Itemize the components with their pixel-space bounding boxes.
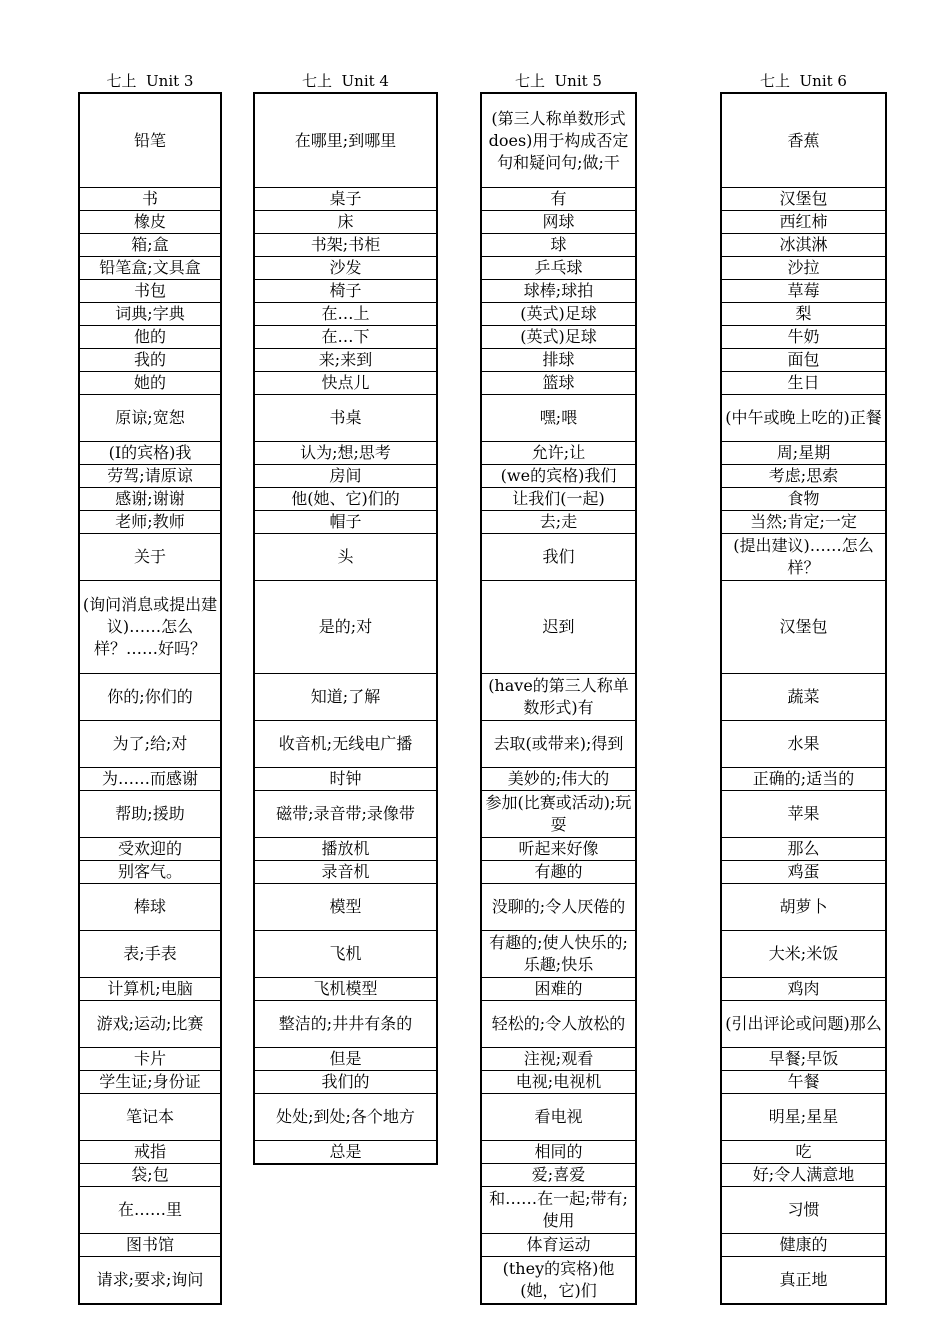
vocab-cell: 爱;喜爱 (482, 1163, 635, 1186)
vocab-cell: 在……里 (80, 1186, 220, 1233)
vocab-cell: (中午或晚上吃的)正餐 (722, 394, 885, 441)
vocab-cell: 让我们(一起) (482, 487, 635, 510)
vocab-cell: 铅笔盒;文具盒 (80, 256, 220, 279)
vocab-cell: 知道;了解 (255, 673, 436, 720)
column-title: 七上 Unit 5 (515, 72, 602, 90)
vocab-cell: 你的;你们的 (80, 673, 220, 720)
vocab-cell: 头 (255, 533, 436, 580)
vocab-cell: 汉堡包 (722, 580, 885, 673)
vocab-cell: 当然;肯定;一定 (722, 510, 885, 533)
vocab-cell: 受欢迎的 (80, 837, 220, 860)
vocab-cell: 她的 (80, 371, 220, 394)
vocab-cell: 草莓 (722, 279, 885, 302)
vocab-cell: 困难的 (482, 977, 635, 1000)
vocab-cell: 原谅;宽恕 (80, 394, 220, 441)
vocab-cell: 有 (482, 187, 635, 210)
vocab-cell: 帮助;援助 (80, 790, 220, 837)
vocab-cell: 播放机 (255, 837, 436, 860)
vocab-cell: 沙拉 (722, 256, 885, 279)
vocab-cell: 电视;电视机 (482, 1070, 635, 1093)
vocab-cell: 帽子 (255, 510, 436, 533)
vocab-cell: 时钟 (255, 767, 436, 790)
vocab-cell: 习惯 (722, 1186, 885, 1233)
vocab-cell: 他(她、它)们的 (255, 487, 436, 510)
vocab-cell: 铅笔 (133, 130, 166, 150)
vocab-cell: 为了;给;对 (80, 720, 220, 767)
vocab-cell: 我们 (482, 533, 635, 580)
unit6-column (720, 70, 887, 1305)
vocab-cell: 表;手表 (80, 930, 220, 977)
vocab-cell: 好;令人满意地 (722, 1163, 885, 1186)
vocab-cell: 生日 (722, 371, 885, 394)
vocab-cell: 和……在一起;带有;使用 (482, 1186, 635, 1233)
vocab-cell: 桌子 (255, 187, 436, 210)
vocab-cell: 大米;米饭 (722, 930, 885, 977)
vocab-cell: 真正地 (722, 1256, 885, 1303)
vocab-cell: 去;走 (482, 510, 635, 533)
vocab-cell: 房间 (255, 464, 436, 487)
vocab-cell: 没聊的;令人厌倦的 (482, 883, 635, 930)
vocab-cell: 我的 (80, 348, 220, 371)
vocab-cell: 棒球 (80, 883, 220, 930)
vocab-cell: 参加(比赛或活动);玩耍 (482, 790, 635, 837)
vocab-cell: (we的宾格)我们 (482, 464, 635, 487)
vocab-cell: 关于 (80, 533, 220, 580)
vocab-cell: (have的第三人称单数形式)有 (482, 673, 635, 720)
vocab-cell: 认为;想;思考 (255, 441, 436, 464)
vocab-cell: 球棒;球拍 (482, 279, 635, 302)
vocab-cell: 磁带;录音带;录像带 (255, 790, 436, 837)
vocab-list (720, 92, 887, 1305)
vocab-cell: 篮球 (482, 371, 635, 394)
column-title: 七上 Unit 3 (106, 72, 194, 90)
vocab-cell: 请求;要求;询问 (80, 1256, 220, 1303)
vocab-cell: (第三人称单数形式does)用于构成否定句和疑问句;做;干 (488, 108, 629, 172)
vocab-cell: 水果 (722, 720, 885, 767)
vocab-cell: 鸡肉 (722, 977, 885, 1000)
vocab-cell: 计算机;电脑 (80, 977, 220, 1000)
vocab-cell: 球 (482, 233, 635, 256)
vocab-cell: 早餐;早饭 (722, 1047, 885, 1070)
vocab-cell: 来;来到 (255, 348, 436, 371)
vocab-cell: 袋;包 (80, 1163, 220, 1186)
vocab-cell: 是的;对 (255, 580, 436, 673)
vocab-cell: 快点儿 (255, 371, 436, 394)
vocab-list (253, 92, 438, 1165)
vocab-cell: 书 (80, 187, 220, 210)
vocab-cell: 考虑;思索 (722, 464, 885, 487)
vocab-cell: (提出建议)……怎么样？ (722, 533, 885, 580)
vocab-cell: 面包 (722, 348, 885, 371)
vocab-cell: 老师;教师 (80, 510, 220, 533)
vocab-cell: 卡片 (80, 1047, 220, 1070)
vocab-cell: 美妙的;伟大的 (482, 767, 635, 790)
vocab-cell: 橡皮 (80, 210, 220, 233)
vocab-cell: (引出评论或问题)那么 (722, 1000, 885, 1047)
vocab-cell: (英式)足球 (482, 325, 635, 348)
vocab-cell: 嘿;喂 (482, 394, 635, 441)
vocab-cell: 西红柿 (722, 210, 885, 233)
vocab-cell: 为……而感谢 (80, 767, 220, 790)
vocab-cell: 床 (255, 210, 436, 233)
vocab-cell: 看电视 (482, 1093, 635, 1140)
unit4-column (253, 70, 438, 1165)
vocab-cell: 鸡蛋 (722, 860, 885, 883)
vocab-list (78, 92, 222, 1305)
vocab-cell: (英式)足球 (482, 302, 635, 325)
vocab-cell: 周;星期 (722, 441, 885, 464)
vocab-cell: 他的 (80, 325, 220, 348)
vocab-cell: 牛奶 (722, 325, 885, 348)
vocab-cell: 在哪里;到哪里 (294, 130, 397, 150)
vocab-cell: 飞机模型 (255, 977, 436, 1000)
vocab-list (480, 92, 637, 1305)
vocab-cell: 冰淇淋 (722, 233, 885, 256)
column-title: 七上 Unit 4 (302, 72, 389, 90)
vocab-cell: (I的宾格)我 (80, 441, 220, 464)
vocab-cell: 处处;到处;各个地方 (255, 1093, 436, 1140)
vocab-cell: 食物 (722, 487, 885, 510)
vocab-cell: 笔记本 (80, 1093, 220, 1140)
vocab-cell: 学生证;身份证 (80, 1070, 220, 1093)
vocab-cell: 听起来好像 (482, 837, 635, 860)
vocab-cell: 网球 (482, 210, 635, 233)
vocab-cell: 录音机 (255, 860, 436, 883)
vocab-cell: 明星;星星 (722, 1093, 885, 1140)
vocab-cell: 那么 (722, 837, 885, 860)
vocab-cell: 收音机;无线电广播 (255, 720, 436, 767)
vocab-cell: 汉堡包 (722, 187, 885, 210)
vocab-cell: 整洁的;井井有条的 (255, 1000, 436, 1047)
vocab-cell: 有趣的 (482, 860, 635, 883)
vocab-cell: 排球 (482, 348, 635, 371)
vocab-cell: 去取(或带来);得到 (482, 720, 635, 767)
vocab-cell: 蔬菜 (722, 673, 885, 720)
unit5-column (480, 70, 637, 1305)
vocab-cell: 乒乓球 (482, 256, 635, 279)
vocab-cell: 图书馆 (80, 1233, 220, 1256)
vocab-cell: 午餐 (722, 1070, 885, 1093)
vocab-cell: 箱;盒 (80, 233, 220, 256)
vocab-cell: 别客气。 (80, 860, 220, 883)
vocab-cell: 相同的 (482, 1140, 635, 1163)
vocab-cell: 苹果 (722, 790, 885, 837)
vocab-cell: 在…上 (255, 302, 436, 325)
vocab-cell: 书架;书柜 (255, 233, 436, 256)
vocab-cell: 迟到 (482, 580, 635, 673)
vocab-cell: 沙发 (255, 256, 436, 279)
vocab-cell: 我们的 (255, 1070, 436, 1093)
vocab-cell: 香蕉 (787, 130, 820, 150)
vocab-cell: 体育运动 (482, 1233, 635, 1256)
vocab-cell: 胡萝卜 (722, 883, 885, 930)
vocab-cell: 总是 (255, 1140, 436, 1163)
column-title: 七上 Unit 6 (760, 72, 847, 90)
vocab-cell: 轻松的;令人放松的 (482, 1000, 635, 1047)
vocab-cell: 词典;字典 (80, 302, 220, 325)
vocab-cell: 吃 (722, 1140, 885, 1163)
vocab-cell: 注视;观看 (482, 1047, 635, 1070)
vocab-cell: 戒指 (80, 1140, 220, 1163)
unit3-column (78, 70, 222, 1305)
vocab-cell: 允许;让 (482, 441, 635, 464)
vocab-cell: 有趣的;使人快乐的;乐趣;快乐 (482, 930, 635, 977)
vocab-cell: 正确的;适当的 (722, 767, 885, 790)
vocab-cell: 在…下 (255, 325, 436, 348)
vocab-cell: 书桌 (255, 394, 436, 441)
vocab-cell: 健康的 (722, 1233, 885, 1256)
vocab-cell: 椅子 (255, 279, 436, 302)
vocab-cell: 游戏;运动;比赛 (80, 1000, 220, 1047)
vocab-cell: 梨 (722, 302, 885, 325)
vocab-cell: 劳驾;请原谅 (80, 464, 220, 487)
vocab-cell: (询问消息或提出建议)……怎么样？……好吗？ (80, 580, 220, 673)
vocab-cell: 书包 (80, 279, 220, 302)
vocab-cell: (they的宾格)他(她，它)们 (482, 1256, 635, 1303)
vocab-cell: 感谢;谢谢 (80, 487, 220, 510)
vocab-cell: 模型 (255, 883, 436, 930)
vocab-cell: 但是 (255, 1047, 436, 1070)
vocab-cell: 飞机 (255, 930, 436, 977)
